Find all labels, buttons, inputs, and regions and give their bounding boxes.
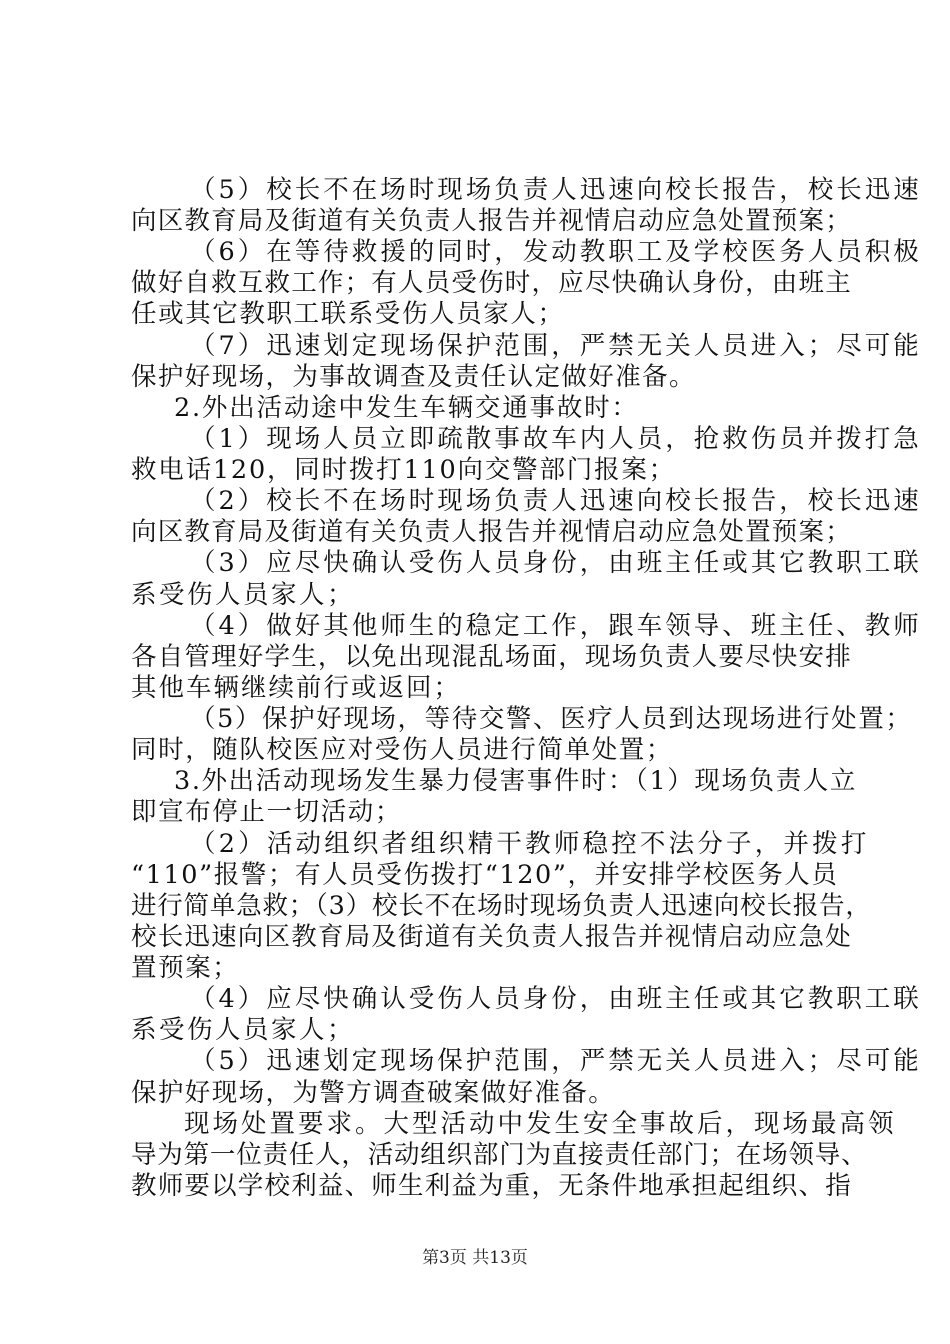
text-line: 救电话120，同时拨打110向交警部门报案； bbox=[131, 455, 676, 485]
text-line: （5）校长不在场时现场负责人迅速向校长报告，校长迅速 bbox=[190, 175, 922, 205]
text-line: “110”报警；有人员受伤拨打“120”，并安排学校医务人员 bbox=[131, 860, 839, 890]
text-line: 系受伤人员家人； bbox=[131, 580, 356, 610]
text-line: （5）迅速划定现场保护范围，严禁无关人员进入；尽可能 bbox=[190, 1046, 922, 1076]
text-line: （4）应尽快确认受伤人员身份，由班主任或其它教职工联 bbox=[190, 984, 922, 1014]
text-line: 保护好现场，为警方调查破案做好准备。 bbox=[131, 1078, 616, 1108]
text-line: （5）保护好现场，等待交警、医疗人员到达现场进行处置； bbox=[190, 704, 913, 734]
text-line: 即宣布停止一切活动； bbox=[131, 797, 403, 827]
text-line: 各自管理好学生，以免出现混乱场面，现场负责人要尽快安排 bbox=[131, 642, 852, 672]
text-line: 向区教育局及街道有关负责人报告并视情启动应急处置预案； bbox=[131, 206, 852, 236]
text-line: 3.外出活动现场发生暴力侵害事件时：（1）现场负责人立 bbox=[174, 766, 858, 796]
text-line: 向区教育局及街道有关负责人报告并视情启动应急处置预案； bbox=[131, 517, 852, 547]
text-line: 教师要以学校利益、师生利益为重，无条件地承担起组织、指 bbox=[131, 1171, 852, 1201]
text-line: （7）迅速划定现场保护范围，严禁无关人员进入；尽可能 bbox=[190, 331, 922, 361]
text-line: （4）做好其他师生的稳定工作，跟车领导、班主任、教师 bbox=[190, 611, 922, 641]
text-line: （1）现场人员立即疏散事故车内人员，抢救伤员并拨打急 bbox=[190, 424, 922, 454]
text-line: 保护好现场，为事故调查及责任认定做好准备。 bbox=[131, 362, 696, 392]
text-line: 系受伤人员家人； bbox=[131, 1015, 356, 1045]
text-line: （2）活动组织者组织精干教师稳控不法分子，并拨打 bbox=[190, 829, 870, 859]
text-line: 导为第一位责任人，活动组织部门为直接责任部门；在场领导、 bbox=[131, 1140, 868, 1170]
text-line: （3）应尽快确认受伤人员身份，由班主任或其它教职工联 bbox=[190, 548, 922, 578]
text-line: 其他车辆继续前行或返回； bbox=[131, 673, 462, 703]
text-line: （2）校长不在场时现场负责人迅速向校长报告，校长迅速 bbox=[190, 486, 922, 516]
text-line: 校长迅速向区教育局及街道有关负责人报告并视情启动应急处 bbox=[131, 922, 852, 952]
text-line: 2.外出活动途中发生车辆交通事故时： bbox=[174, 393, 639, 423]
text-line: 现场处置要求。大型活动中发生安全事故后，现场最高领 bbox=[184, 1109, 897, 1139]
text-line: 进行简单急救；（3）校长不在场时现场负责人迅速向校长报告， bbox=[131, 891, 872, 921]
page-number: 第3页 共13页 bbox=[422, 1248, 528, 1268]
text-line: 任或其它教职工联系受伤人员家人； bbox=[131, 299, 565, 329]
text-line: （6）在等待救援的同时，发动教职工及学校医务人员积极 bbox=[190, 237, 922, 267]
text-line: 置预案； bbox=[131, 953, 240, 983]
text-line: 同时，随队校医应对受伤人员进行简单处置； bbox=[131, 735, 674, 765]
text-line: 做好自救互救工作；有人员受伤时，应尽快确认身份，由班主 bbox=[131, 268, 852, 298]
